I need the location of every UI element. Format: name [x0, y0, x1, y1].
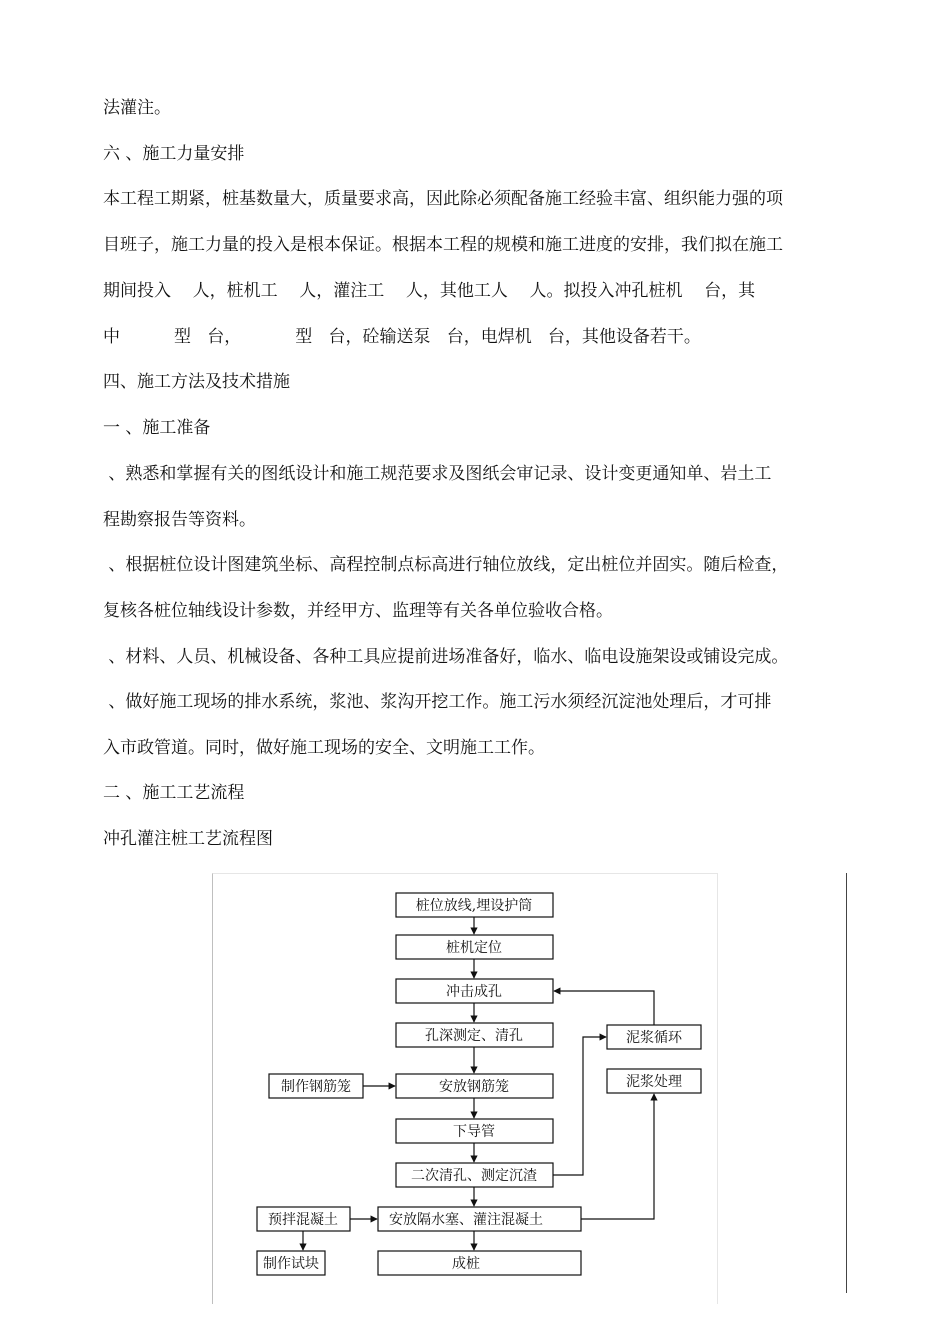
flowchart-caption: 冲孔灌注桩工艺流程图 — [103, 829, 273, 849]
paragraph-line: 入市政管道。同时，做好施工现场的安全、文明施工工作。 — [103, 738, 545, 758]
flow-label: 二次清孔、测定沉渣 — [411, 1168, 537, 1184]
flow-label: 孔深测定、清孔 — [425, 1028, 523, 1044]
paragraph-line: 中 型 台， 型 台，砼输送泵 台，电焊机 台，其他设备若干。 — [103, 327, 701, 347]
flow-label: 制作试块 — [263, 1256, 319, 1272]
section-heading-six: 六 、施工力量安排 — [103, 144, 245, 164]
paragraph-line: 、根据桩位设计图建筑坐标、高程控制点标高进行轴位放线，定出桩位并固实。随后检查， — [103, 555, 789, 575]
paragraph-line: 法灌注。 — [103, 98, 171, 118]
paragraph-line: 复核各桩位轴线设计参数，并经甲方、监理等有关各单位验收合格。 — [103, 601, 613, 621]
paragraph-line: 程勘察报告等资料。 — [103, 510, 256, 530]
flow-label: 预拌混凝土 — [268, 1212, 338, 1228]
paragraph-line: 、做好施工现场的排水系统，浆池、浆沟开挖工作。施工污水须经沉淀池处理后，才可排 — [103, 692, 772, 712]
flow-arrow-to-mud-treatment — [581, 1094, 654, 1219]
flow-label: 桩机定位 — [446, 940, 502, 956]
flow-label: 安放隔水塞、灌注混凝土 — [389, 1212, 543, 1228]
flow-arrow-mud-return — [554, 991, 654, 1025]
section-heading-two: 二 、施工工艺流程 — [103, 783, 245, 803]
flow-label: 安放钢筋笼 — [439, 1079, 509, 1095]
paragraph-line: 、材料、人员、机械设备、各种工具应提前进场准备好，临水、临电设施架设或铺设完成。 — [103, 647, 789, 667]
flow-arrow-to-mud-circulation — [553, 1037, 606, 1175]
flow-label: 桩位放线,埋设护筒 — [415, 898, 533, 914]
paragraph-line: 目班子，施工力量的投入是根本保证。根据本工程的规模和施工进度的安排，我们拟在施工 — [103, 235, 783, 255]
flow-label: 泥浆循环 — [626, 1030, 682, 1046]
paragraph-line: 本工程工期紧，桩基数量大，质量要求高，因此除必须配备施工经验丰富、组织能力强的项 — [103, 189, 783, 209]
flow-label: 成桩 — [452, 1256, 480, 1272]
section-heading-four: 四、施工方法及技术措施 — [103, 372, 290, 392]
flow-label: 泥浆处理 — [626, 1074, 682, 1090]
paragraph-line: 期间投入 人，桩机工 人，灌注工 人，其他工人 人。拟投入冲孔桩机 台，其 — [103, 281, 756, 301]
paragraph-line: 、熟悉和掌握有关的图纸设计和施工规范要求及图纸会审记录、设计变更通知单、岩土工 — [103, 464, 772, 484]
flow-label: 下导管 — [453, 1124, 495, 1140]
flow-label: 制作钢筋笼 — [281, 1079, 351, 1095]
flow-label: 冲击成孔 — [446, 984, 502, 1000]
section-heading-one: 一 、施工准备 — [103, 418, 211, 438]
